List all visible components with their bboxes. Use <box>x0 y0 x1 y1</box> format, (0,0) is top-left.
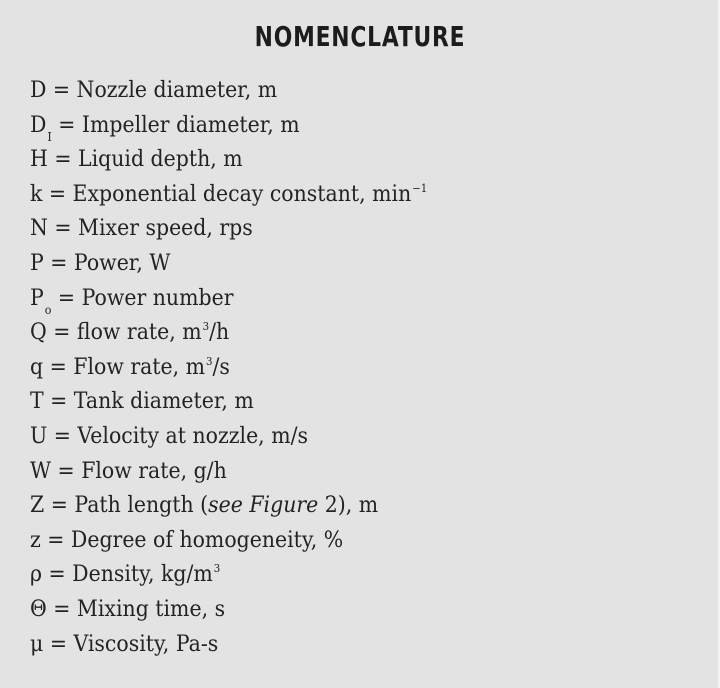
term-symbol: Z <box>30 493 45 519</box>
term-equals: = <box>47 216 79 242</box>
term-symbol: q <box>30 354 44 380</box>
term-equals: = <box>44 493 75 519</box>
nomenclature-title: NOMENCLATURE <box>254 20 466 53</box>
term-equals: = <box>43 631 74 657</box>
list-item <box>30 558 427 593</box>
list-item <box>30 455 427 490</box>
list-item <box>30 351 427 386</box>
term-equals: = <box>43 389 74 415</box>
term-equals: = <box>46 78 77 103</box>
term-definition: Path length ( <box>74 493 209 519</box>
list-item <box>30 489 427 524</box>
term-definition: Power number <box>81 285 234 311</box>
term-superscript: −1 <box>412 181 428 195</box>
list-item <box>30 282 427 317</box>
term-definition: Exponential decay constant, min <box>72 181 412 207</box>
term-definition-suffix: /h <box>209 320 230 346</box>
list-item <box>30 593 427 628</box>
term-equals: = <box>51 458 82 484</box>
term-equals: = <box>47 423 78 449</box>
term-symbol: k <box>30 181 43 207</box>
term-symbol: P <box>30 285 44 311</box>
term-definition: Flow rate, g/h <box>81 458 227 484</box>
list-item <box>30 143 427 178</box>
term-subscript: I <box>47 129 52 144</box>
term-definition: Degree of homogeneity, % <box>70 527 344 553</box>
term-symbol: D <box>30 112 47 138</box>
term-equals: = <box>51 112 82 138</box>
term-symbol: Q <box>30 320 47 346</box>
term-symbol: N <box>30 216 48 242</box>
term-definition: Mixer speed, rps <box>78 216 253 242</box>
term-definition: Impeller diameter, m <box>81 112 300 138</box>
term-equals: = <box>46 320 77 346</box>
term-definition-suffix: /s <box>212 354 230 380</box>
term-definition: Liquid depth, m <box>77 147 243 173</box>
term-symbol: Θ <box>30 596 47 622</box>
term-superscript: 3 <box>205 354 213 368</box>
term-symbol: U <box>30 423 48 449</box>
term-equals: = <box>46 596 77 622</box>
term-subscript: o <box>44 302 52 317</box>
term-definition: flow rate, m <box>76 320 202 346</box>
term-superscript: 3 <box>202 320 210 334</box>
term-equals: = <box>47 147 78 173</box>
term-definition: Density, kg/m <box>72 562 213 588</box>
list-item <box>30 524 427 559</box>
term-equals: = <box>43 354 74 380</box>
list-item <box>30 178 427 213</box>
list-item <box>30 212 427 247</box>
list-item <box>30 420 427 455</box>
term-equals: = <box>42 562 73 588</box>
term-equals: = <box>43 250 74 276</box>
term-symbol: μ <box>30 631 44 657</box>
term-equals: = <box>51 285 82 311</box>
nomenclature-list <box>30 74 457 662</box>
list-item <box>30 628 427 663</box>
list-item <box>30 316 427 351</box>
term-symbol: P <box>30 250 44 276</box>
list-item <box>30 385 427 420</box>
term-symbol: z <box>30 527 41 553</box>
term-definition: Flow rate, m <box>73 354 206 380</box>
list-item <box>30 74 427 109</box>
term-symbol: ρ <box>30 562 43 588</box>
term-definition: Velocity at nozzle, m/s <box>77 423 308 449</box>
term-superscript: 3 <box>213 562 221 576</box>
term-definition: Power, W <box>73 250 171 276</box>
term-symbol: W <box>30 458 52 484</box>
list-item <box>30 109 427 144</box>
term-symbol: D <box>30 78 47 103</box>
term-equals: = <box>42 181 73 207</box>
term-definition: Tank diameter, m <box>73 389 254 415</box>
term-definition: Mixing time, s <box>76 596 226 622</box>
term-definition-suffix: 2), m <box>318 493 379 519</box>
term-definition: Viscosity, Pa-s <box>73 631 219 657</box>
figure-reference: see Figure <box>208 493 319 519</box>
term-equals: = <box>40 527 71 553</box>
list-item <box>30 247 427 282</box>
term-symbol: T <box>30 389 44 415</box>
term-symbol: H <box>30 147 48 173</box>
term-definition: Nozzle diameter, m <box>76 78 278 103</box>
